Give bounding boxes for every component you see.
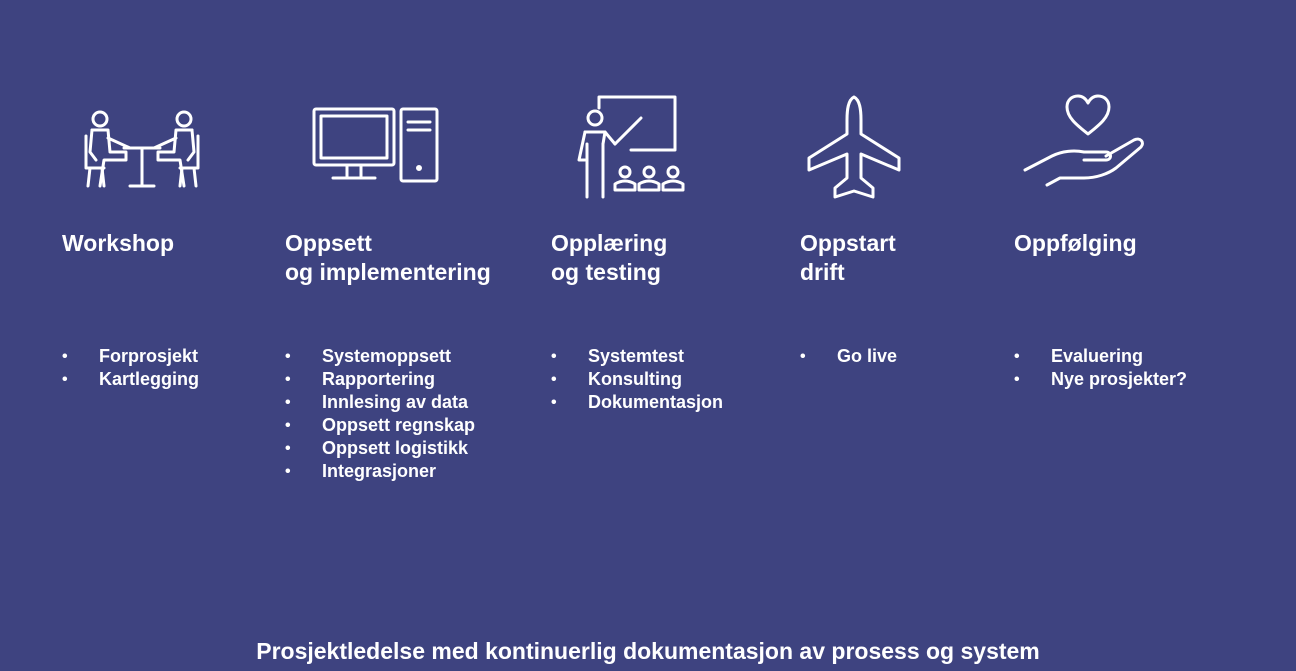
list-item: • Oppsett logistikk [285,437,475,460]
phase-item-list [285,345,475,483]
list-item: • Kartlegging [62,368,199,391]
list-item: • Integrasjoner [285,460,475,483]
phase-title [800,229,896,287]
phase-title-line: og implementering [285,259,491,285]
phase-title [285,229,491,287]
phase-item-list [551,345,723,414]
phase-title-line: Workshop [62,230,175,256]
phase-title-line: Opplæring [551,230,668,256]
presentation-icon [575,94,691,200]
phase-title [551,229,667,287]
airplane-icon [806,94,902,200]
phase-title-line: og testing [551,259,661,285]
computer-icon [311,106,441,184]
list-item: • Oppsett regnskap [285,414,475,437]
list-item: • Go live [800,345,897,368]
meeting-icon [80,106,204,190]
phase-title-line: drift [800,259,845,285]
list-item: • Nye prosjekter? [1014,368,1187,391]
phase-title [62,229,174,258]
list-item: • Innlesing av data [285,391,475,414]
list-item: • Konsulting [551,368,723,391]
list-item: • Forprosjekt [62,345,199,368]
phase-item-list [62,345,199,391]
list-item: • Systemoppsett [285,345,475,368]
heart-hand-icon [1022,94,1146,188]
phase-title-line: Oppstart [800,230,896,256]
footer-caption: Prosjektledelse med kontinuerlig dokumentasjon av prosess og system [256,638,1040,664]
phase-item-list [800,345,897,368]
list-item: • Rapportering [285,368,475,391]
list-item: • Evaluering [1014,345,1187,368]
phase-item-list [1014,345,1187,391]
phase-title-line: Oppfølging [1014,230,1137,256]
phase-title-line: Oppsett [285,230,372,256]
phase-title [1014,229,1137,258]
list-item: • Systemtest [551,345,723,368]
list-item: • Dokumentasjon [551,391,723,414]
